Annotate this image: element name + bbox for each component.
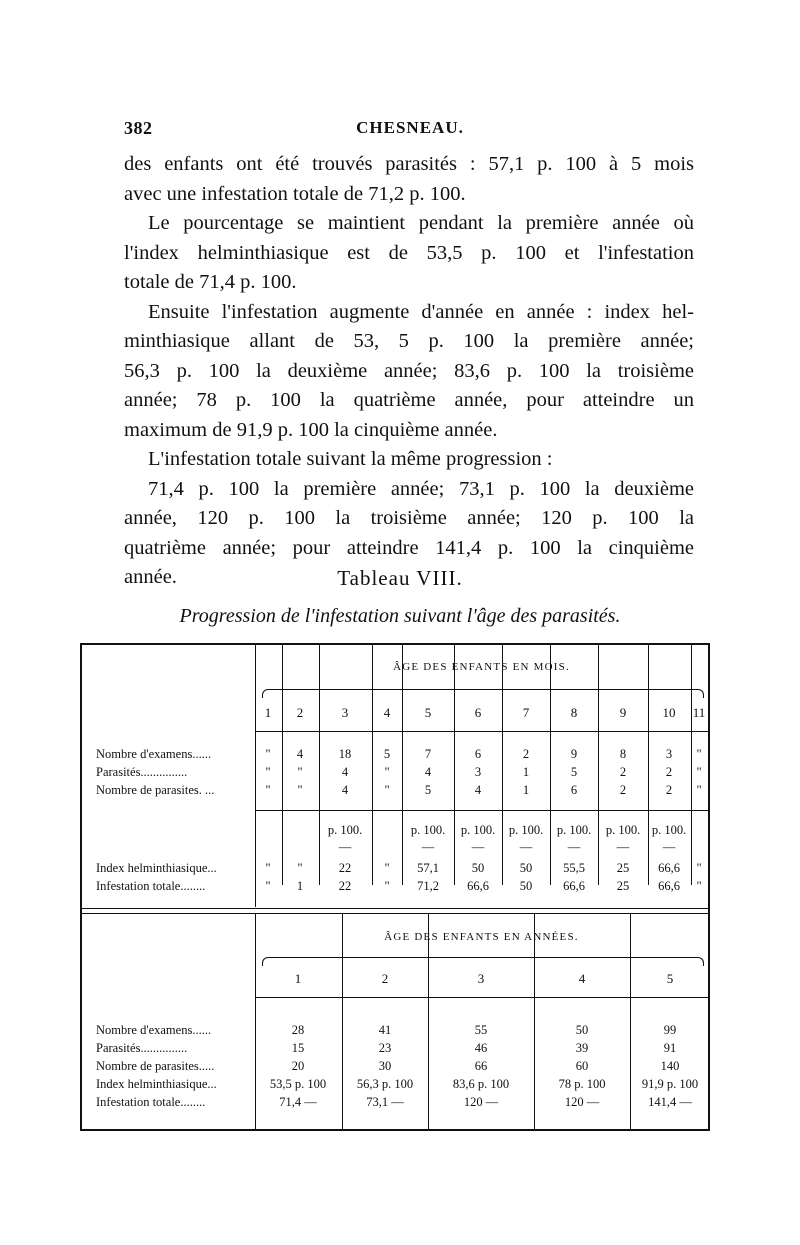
table-cell: 55,5 bbox=[563, 861, 585, 875]
row-label: Parasités............... bbox=[96, 1041, 188, 1055]
body-line: année. bbox=[124, 566, 177, 588]
unit-label: p. 100. bbox=[605, 823, 641, 837]
unit-label: p. 100. bbox=[556, 823, 592, 837]
body-line: totale de 71,4 p. 100. bbox=[124, 271, 297, 293]
table-cell: 30 bbox=[378, 1059, 392, 1073]
table-cell: 8 bbox=[619, 747, 627, 761]
table-cell: 73,1 — bbox=[366, 1095, 404, 1109]
table-separator bbox=[82, 908, 708, 909]
row-label: Nombre de parasites..... bbox=[96, 1059, 215, 1073]
table-cell: 50 bbox=[519, 879, 533, 893]
body-line: 56,3 p. 100 la deuxième année; 83,6 p. 100 la troisième bbox=[124, 359, 694, 382]
body-line: avec une infestation totale de 71,2 p. 100. bbox=[124, 182, 466, 205]
column-divider bbox=[550, 645, 551, 885]
unit-label: p. 100. bbox=[410, 823, 446, 837]
column-divider bbox=[502, 645, 503, 885]
table-cell: 2 bbox=[619, 783, 627, 797]
table-cell: " bbox=[384, 861, 390, 875]
page-number: 382 bbox=[124, 118, 153, 138]
group-title-months: ÂGE DES ENFANTS EN MOIS. bbox=[393, 661, 570, 673]
table-caption: Tableau VIII. bbox=[337, 566, 463, 590]
table-cell: 6 bbox=[474, 747, 482, 761]
body-line: année, 120 p. 100 la troisième année; 120 p. 100 la bbox=[124, 507, 694, 529]
column-header: 9 bbox=[619, 705, 627, 720]
body-line: Ensuite l'infestation augmente d'année en année : index hel- bbox=[148, 300, 694, 323]
table-cell: 99 bbox=[663, 1023, 677, 1037]
table-cell: 22 bbox=[338, 879, 352, 893]
table-cell: 15 bbox=[291, 1041, 305, 1055]
row-label: Nombre de parasites. ... bbox=[96, 783, 215, 797]
table-cell: 120 — bbox=[463, 1095, 499, 1109]
table-cell: 66,6 bbox=[658, 879, 680, 893]
table-cell: 3 bbox=[665, 747, 673, 761]
body-line: l'index helminthiasique est de 53,5 p. 100 et l'infestation bbox=[124, 241, 694, 264]
row-label: Infestation totale........ bbox=[96, 879, 206, 893]
table-cell: " bbox=[696, 765, 702, 779]
column-header: 1 bbox=[264, 705, 272, 720]
unit-dash: — bbox=[567, 840, 581, 854]
table-cell: 2 bbox=[522, 747, 530, 761]
table-subcaption: Progression de l'infestation suivant l'âge des parasités. bbox=[179, 605, 621, 627]
table-cell: 1 bbox=[522, 783, 530, 797]
table-cell: 1 bbox=[522, 765, 530, 779]
table-cell: 66 bbox=[474, 1059, 488, 1073]
table-cell: 22 bbox=[338, 861, 352, 875]
column-header: 8 bbox=[570, 705, 578, 720]
table-cell: 25 bbox=[616, 879, 630, 893]
table-cell: 57,1 bbox=[417, 861, 439, 875]
table-cell: " bbox=[696, 861, 702, 875]
column-header: 1 bbox=[294, 971, 302, 986]
group-brace bbox=[262, 689, 704, 698]
unit-label: p. 100. bbox=[651, 823, 687, 837]
row-label: Parasités............... bbox=[96, 765, 188, 779]
column-header: 4 bbox=[383, 705, 391, 720]
column-header: 6 bbox=[474, 705, 482, 720]
column-header: 5 bbox=[424, 705, 432, 720]
column-divider bbox=[598, 645, 599, 885]
table-cell: 41 bbox=[378, 1023, 392, 1037]
body-line: L'infestation totale suivant la même progression : bbox=[148, 448, 553, 470]
table-cell: 4 bbox=[296, 747, 304, 761]
table-cell: 71,4 — bbox=[279, 1095, 317, 1109]
table-cell: 91,9 p. 100 bbox=[641, 1077, 699, 1091]
column-header: 3 bbox=[477, 971, 485, 986]
column-header: 3 bbox=[341, 705, 349, 720]
column-header: 10 bbox=[662, 705, 676, 720]
table-cell: 2 bbox=[665, 765, 673, 779]
section-rule bbox=[255, 810, 710, 811]
unit-dash: — bbox=[421, 840, 435, 854]
group-title-years: ÂGE DES ENFANTS EN ANNÉES. bbox=[384, 931, 579, 943]
table-cell: 91 bbox=[663, 1041, 677, 1055]
table-cell: " bbox=[384, 765, 390, 779]
table-cell: " bbox=[297, 861, 303, 875]
table-cell: 5 bbox=[424, 783, 432, 797]
table-cell: 55 bbox=[474, 1023, 488, 1037]
table-cell: 4 bbox=[341, 765, 349, 779]
table-cell: 140 bbox=[660, 1059, 680, 1073]
table-cell: 25 bbox=[616, 861, 630, 875]
data-table bbox=[80, 643, 710, 1131]
table-cell: 141,4 — bbox=[648, 1095, 692, 1109]
column-header: 2 bbox=[381, 971, 389, 986]
unit-dash: — bbox=[471, 840, 485, 854]
table-cell: 71,2 bbox=[417, 879, 439, 893]
table-cell: " bbox=[696, 747, 702, 761]
column-header: 11 bbox=[692, 705, 706, 720]
group-brace bbox=[262, 957, 704, 966]
table-cell: " bbox=[265, 861, 271, 875]
table-cell: 50 bbox=[471, 861, 485, 875]
table-cell: 2 bbox=[665, 783, 673, 797]
unit-label: p. 100. bbox=[508, 823, 544, 837]
running-title: CHESNEAU. bbox=[356, 118, 464, 137]
table-cell: 83,6 p. 100 bbox=[452, 1077, 510, 1091]
table-cell: 50 bbox=[519, 861, 533, 875]
table-cell: 56,3 p. 100 bbox=[356, 1077, 414, 1091]
table-cell: 4 bbox=[424, 765, 432, 779]
table-cell: 5 bbox=[383, 747, 391, 761]
table-cell: 7 bbox=[424, 747, 432, 761]
unit-dash: — bbox=[519, 840, 533, 854]
row-label: Index helminthiasique... bbox=[96, 1077, 217, 1091]
header-rule bbox=[255, 997, 710, 998]
table-cell: " bbox=[265, 879, 271, 893]
table-cell: " bbox=[696, 879, 702, 893]
table-cell: 46 bbox=[474, 1041, 488, 1055]
table-cell: 66,6 bbox=[658, 861, 680, 875]
table-cell: 1 bbox=[296, 879, 304, 893]
table-cell: 4 bbox=[474, 783, 482, 797]
table-cell: 39 bbox=[575, 1041, 589, 1055]
column-header: 2 bbox=[296, 705, 304, 720]
table-cell: 3 bbox=[474, 765, 482, 779]
table-cell: 120 — bbox=[564, 1095, 600, 1109]
header-rule bbox=[255, 731, 710, 732]
column-divider bbox=[428, 914, 429, 1129]
table-cell: 53,5 p. 100 bbox=[269, 1077, 327, 1091]
table-cell: " bbox=[265, 747, 271, 761]
row-label: Nombre d'examens...... bbox=[96, 747, 212, 761]
unit-dash: — bbox=[338, 840, 352, 854]
table-cell: " bbox=[297, 783, 303, 797]
table-cell: 5 bbox=[570, 765, 578, 779]
table-cell: " bbox=[696, 783, 702, 797]
body-line: maximum de 91,9 p. 100 la cinquième année. bbox=[124, 418, 498, 441]
body-line: des enfants ont été trouvés parasités : 57,1 p. 100 à 5 mois bbox=[124, 153, 694, 175]
body-line: année; 78 p. 100 la quatrième année, pour atteindre un bbox=[124, 389, 694, 411]
body-line: minthiasique allant de 53, 5 p. 100 la première année; bbox=[124, 330, 694, 352]
column-divider bbox=[454, 645, 455, 885]
row-label: Nombre d'examens...... bbox=[96, 1023, 212, 1037]
table-cell: " bbox=[265, 765, 271, 779]
column-header: 4 bbox=[578, 971, 586, 986]
row-label: Index helminthiasique... bbox=[96, 861, 217, 875]
page-header bbox=[124, 118, 696, 144]
table-cell: " bbox=[384, 879, 390, 893]
unit-dash: — bbox=[662, 840, 676, 854]
column-header: 7 bbox=[522, 705, 530, 720]
table-separator bbox=[82, 913, 708, 914]
unit-label: p. 100. bbox=[327, 823, 363, 837]
body-text bbox=[124, 150, 694, 593]
table-cell: 20 bbox=[291, 1059, 305, 1073]
column-divider bbox=[534, 914, 535, 1129]
table-cell: 78 p. 100 bbox=[558, 1077, 606, 1091]
table-cell: 23 bbox=[378, 1041, 392, 1055]
table-cell: 4 bbox=[341, 783, 349, 797]
table-cell: 18 bbox=[338, 747, 352, 761]
table-cell: 66,6 bbox=[563, 879, 585, 893]
table-cell: 2 bbox=[619, 765, 627, 779]
table-cell: 50 bbox=[575, 1023, 589, 1037]
row-label: Infestation totale........ bbox=[96, 1095, 206, 1109]
table-cell: 60 bbox=[575, 1059, 589, 1073]
body-line: Le pourcentage se maintient pendant la première année où bbox=[148, 212, 694, 234]
unit-label: p. 100. bbox=[460, 823, 496, 837]
table-cell: 9 bbox=[570, 747, 578, 761]
column-header: 5 bbox=[666, 971, 674, 986]
table-cell: 6 bbox=[570, 783, 578, 797]
body-line: quatrième année; pour atteindre 141,4 p. 100 la cinquième bbox=[124, 536, 694, 559]
table-cell: " bbox=[265, 783, 271, 797]
unit-dash: — bbox=[616, 840, 630, 854]
table-cell: " bbox=[297, 765, 303, 779]
body-line: 71,4 p. 100 la première année; 73,1 p. 100 la deuxième bbox=[148, 477, 694, 500]
table-cell: 28 bbox=[291, 1023, 305, 1037]
table-cell: 66,6 bbox=[467, 879, 489, 893]
table-cell: " bbox=[384, 783, 390, 797]
